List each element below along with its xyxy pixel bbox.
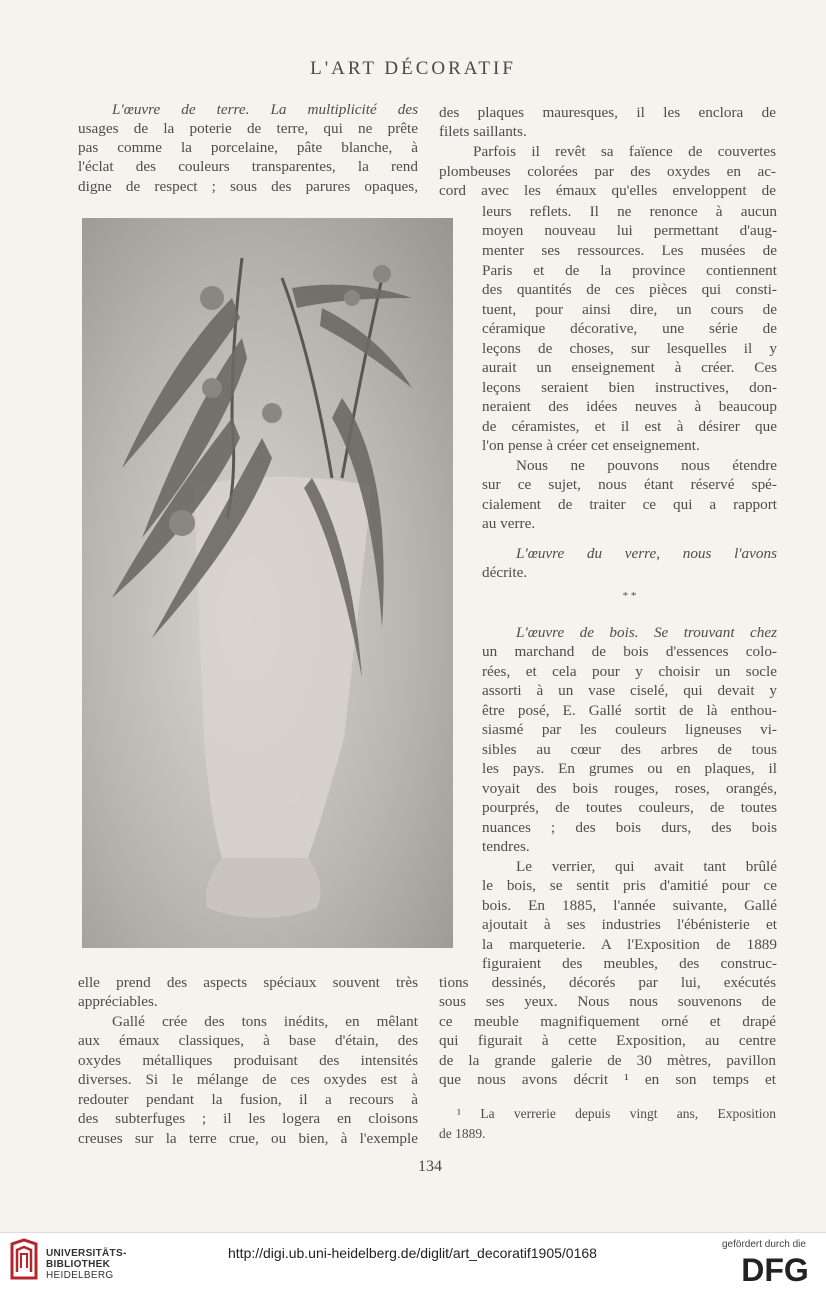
- text-line: digne de respect ; sous des parures opaques,: [78, 178, 418, 195]
- text-line: tendres.: [482, 838, 530, 855]
- text-line: des plaques mauresques, il les enclora de: [439, 104, 776, 121]
- text-line: Le verrier, qui avait tant brûlé: [516, 858, 777, 875]
- text-line: céramique décorative, une série de: [482, 320, 777, 337]
- text-line: sur ce sujet, nous étant réservé spé-: [482, 476, 777, 493]
- text-line: L'œuvre de bois. Se trouvant chez: [516, 624, 777, 641]
- vase-photograph: [82, 218, 453, 948]
- text-line: décrite.: [482, 564, 528, 581]
- text-line: cialement de traiter ce qui a rapport: [482, 496, 777, 513]
- text-line: être posé, E. Gallé sortit de là enthou-: [482, 702, 777, 719]
- text-line: siasmé par les couleurs ligneuses vi-: [482, 721, 777, 738]
- library-name-line: HEIDELBERG: [46, 1270, 114, 1281]
- text-line: L'œuvre de terre. La multiplicité des: [112, 101, 418, 118]
- section-asterisks: * *: [622, 590, 637, 602]
- text-line: de céramistes, et il est à désirer que: [482, 418, 777, 435]
- text-line: figuraient des meubles, des construc-: [482, 955, 777, 972]
- text-line: Gallé crée des tons inédits, en mêlant: [112, 1013, 418, 1030]
- text-line: voyait des bois rouges, roses, orangés,: [482, 780, 777, 797]
- running-head: L'ART DÉCORATIF: [310, 58, 516, 79]
- text-line: appréciables.: [78, 993, 158, 1010]
- text-line: redouter pendant la fusion, il a recours à: [78, 1091, 418, 1108]
- text-line: rées, et cela pour y choisir un socle: [482, 663, 777, 680]
- text-line: diverses. Si le mélange de ces oxydes est à: [78, 1071, 418, 1088]
- library-name-line: BIBLIOTHEK: [46, 1259, 111, 1270]
- text-line: menter ses ressources. Les musées de: [482, 242, 777, 259]
- text-line: pourprés, de toutes couleurs, de toutes: [482, 799, 777, 816]
- text-line: nuances ; des bois durs, des bois: [482, 819, 777, 836]
- text-line: les pays. En grumes ou en plaques, il: [482, 760, 777, 777]
- dfg-logo[interactable]: [735, 1252, 815, 1286]
- text-line: oxydes métalliques produisant des intensités: [78, 1052, 418, 1069]
- footnote-line: de 1889.: [439, 1126, 486, 1141]
- text-line: elle prend des aspects spéciaux souvent très: [78, 974, 418, 991]
- text-line: Paris et de la province contiennent: [482, 262, 777, 279]
- text-line: au verre.: [482, 515, 536, 532]
- source-url-link[interactable]: http://digi.ub.uni-heidelberg.de/diglit/art_decoratif1905/0168: [228, 1245, 597, 1261]
- dfg-logo-text: DFG: [741, 1252, 809, 1286]
- vase-foot: [206, 858, 320, 918]
- text-line: bois. En 1885, l'année suivante, Gallé: [482, 897, 777, 914]
- text-line: des quantités de ces pièces qui consti-: [482, 281, 777, 298]
- library-name-line: UNIVERSITÄTS-: [46, 1248, 127, 1259]
- footnote-line: ¹ La verrerie depuis vingt ans, Exposition: [457, 1106, 776, 1121]
- text-line: sibles au cœur des arbres de tous: [482, 741, 777, 758]
- text-line: leurs reflets. Il ne renonce à aucun: [482, 203, 777, 220]
- text-line: usages de la poterie de terre, qui ne prête: [78, 120, 418, 137]
- text-line: cord avec les émaux qu'elles enveloppent de: [439, 182, 776, 199]
- text-line: l'on pense à créer cet enseignement.: [482, 437, 700, 454]
- text-line: ce meuble magnifiquement orné et drapé: [439, 1013, 776, 1030]
- text-line: leçons de choses, sur lesquelles il y: [482, 340, 777, 357]
- text-line: leçons seraient bien instructives, don-: [482, 379, 777, 396]
- text-line: pas comme la porcelaine, pâte blanche, à: [78, 139, 418, 156]
- text-line: assorti à un vase ciselé, qui devait y: [482, 682, 777, 699]
- text-line: moyen nouveau lui permettant d'aug-: [482, 222, 777, 239]
- text-line: filets saillants.: [439, 123, 527, 140]
- text-line: aurait un enseignement à créer. Ces: [482, 359, 777, 376]
- footer-bar: [0, 1232, 826, 1292]
- text-line: creuses sur la terre crue, ou bien, à l'exemple: [78, 1130, 418, 1147]
- text-line: plombeuses colorées par des oxydes en ac-: [439, 163, 776, 180]
- text-line: que nous avons décrit ¹ en son temps et: [439, 1071, 776, 1088]
- text-line: ajoutait à ses industries l'ébénisterie et: [482, 916, 777, 933]
- funded-by-label: gefördert durch die: [722, 1239, 806, 1250]
- text-line: aux émaux classiques, à base d'étain, des: [78, 1032, 418, 1049]
- text-line: qui figurait à cette Exposition, au centre: [439, 1032, 776, 1049]
- text-line: Nous ne pouvons nous étendre: [516, 457, 777, 474]
- page-number: 134: [418, 1158, 442, 1175]
- text-line: des subterfuges ; il les logera en cloisons: [78, 1110, 418, 1127]
- university-library-logo-icon[interactable]: [8, 1238, 40, 1282]
- text-line: sous ses yeux. Nous nous souvenons de: [439, 993, 776, 1010]
- text-line: Parfois il revêt sa faïence de couvertes: [473, 143, 776, 160]
- text-line: neraient des idées neuves à beaucoup: [482, 398, 777, 415]
- text-line: tuent, pour ainsi dire, un cours de: [482, 301, 777, 318]
- text-line: tions dessinés, décorés par lui, exécutés: [439, 974, 776, 991]
- text-line: l'éclat des couleurs transparentes, la rend: [78, 158, 418, 175]
- text-line: de la grande galerie de 30 mètres, pavillon: [439, 1052, 776, 1069]
- text-line: le bois, se sentit pris d'amitié pour ce: [482, 877, 777, 894]
- text-line: un marchand de bois d'essences colo-: [482, 643, 777, 660]
- text-line: L'œuvre du verre, nous l'avons: [516, 545, 777, 562]
- text-line: la marqueterie. A l'Exposition de 1889: [482, 936, 777, 953]
